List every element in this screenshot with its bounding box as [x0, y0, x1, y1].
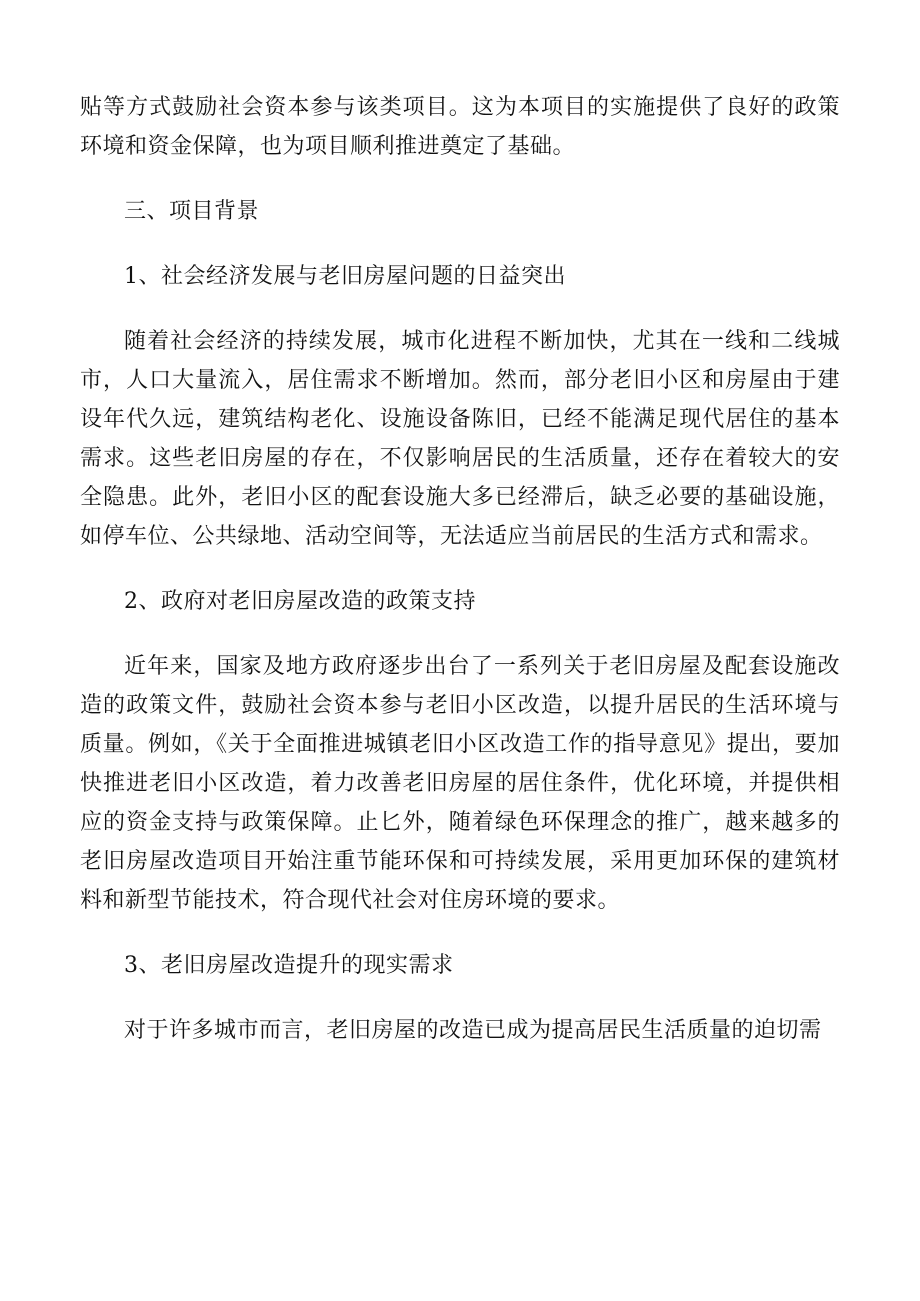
subsection-3-body: 对于许多城市而言，老旧房屋的改造已成为提高居民生活质量的迫切需: [124, 1018, 822, 1043]
subsection-1-heading: 1、社会经济发展与老旧房屋问题的日益突出: [124, 264, 566, 289]
subsection-2-heading: 2、政府对老旧房屋改造的政策支持: [124, 589, 476, 614]
subsection-2-body: 近年来，国家及地方政府逐步出台了一系列关于老旧房屋及配套设施改造的政策文件，鼓励社会资本参与老旧小区改造，以提升居民的生活环境与质量。例如，《关于全面推进城镇老旧小区改造工作的指导意见》提出，要加快推进老旧小区改造，着力改善老旧房屋的居住条件，优化环境，并提供相应的资金支持与政策保障。止匕外，随着绿色环保理念的推广，越来越多的老旧房屋改造项目开始注重节能环保和可持续发展，采用更加环保的建筑材料和新型节能技术，符合现代社会对住房环境的要求。: [80, 654, 840, 913]
section-heading: 三、项目背景: [124, 199, 260, 224]
subsection-1-body: 随着社会经济的持续发展，城市化进程不断加快，尤其在一线和二线城市，人口大量流入，居住需求不断增加。然而，部分老旧小区和房屋由于建设年代久远，建筑结构老化、设施设备陈旧，已经不能满足现代居住的基本需求。这些老旧房屋的存在，不仅影响居民的生活质量，还存在着较大的安全隐患。此外，老旧小区的配套设施大多已经滞后，缺乏必要的基础设施，如停车位、公共绿地、活动空间等，无法适应当前居民的生活方式和需求。: [80, 329, 840, 549]
subsection-3-heading: 3、老旧房屋改造提升的现实需求: [124, 953, 454, 978]
intro-continuation-paragraph: 贴等方式鼓励社会资本参与该类项目。这为本项目的实施提供了良好的政策环境和资金保障，也为项目顺利推进奠定了基础。: [80, 95, 840, 159]
document-page: [80, 88, 840, 1050]
